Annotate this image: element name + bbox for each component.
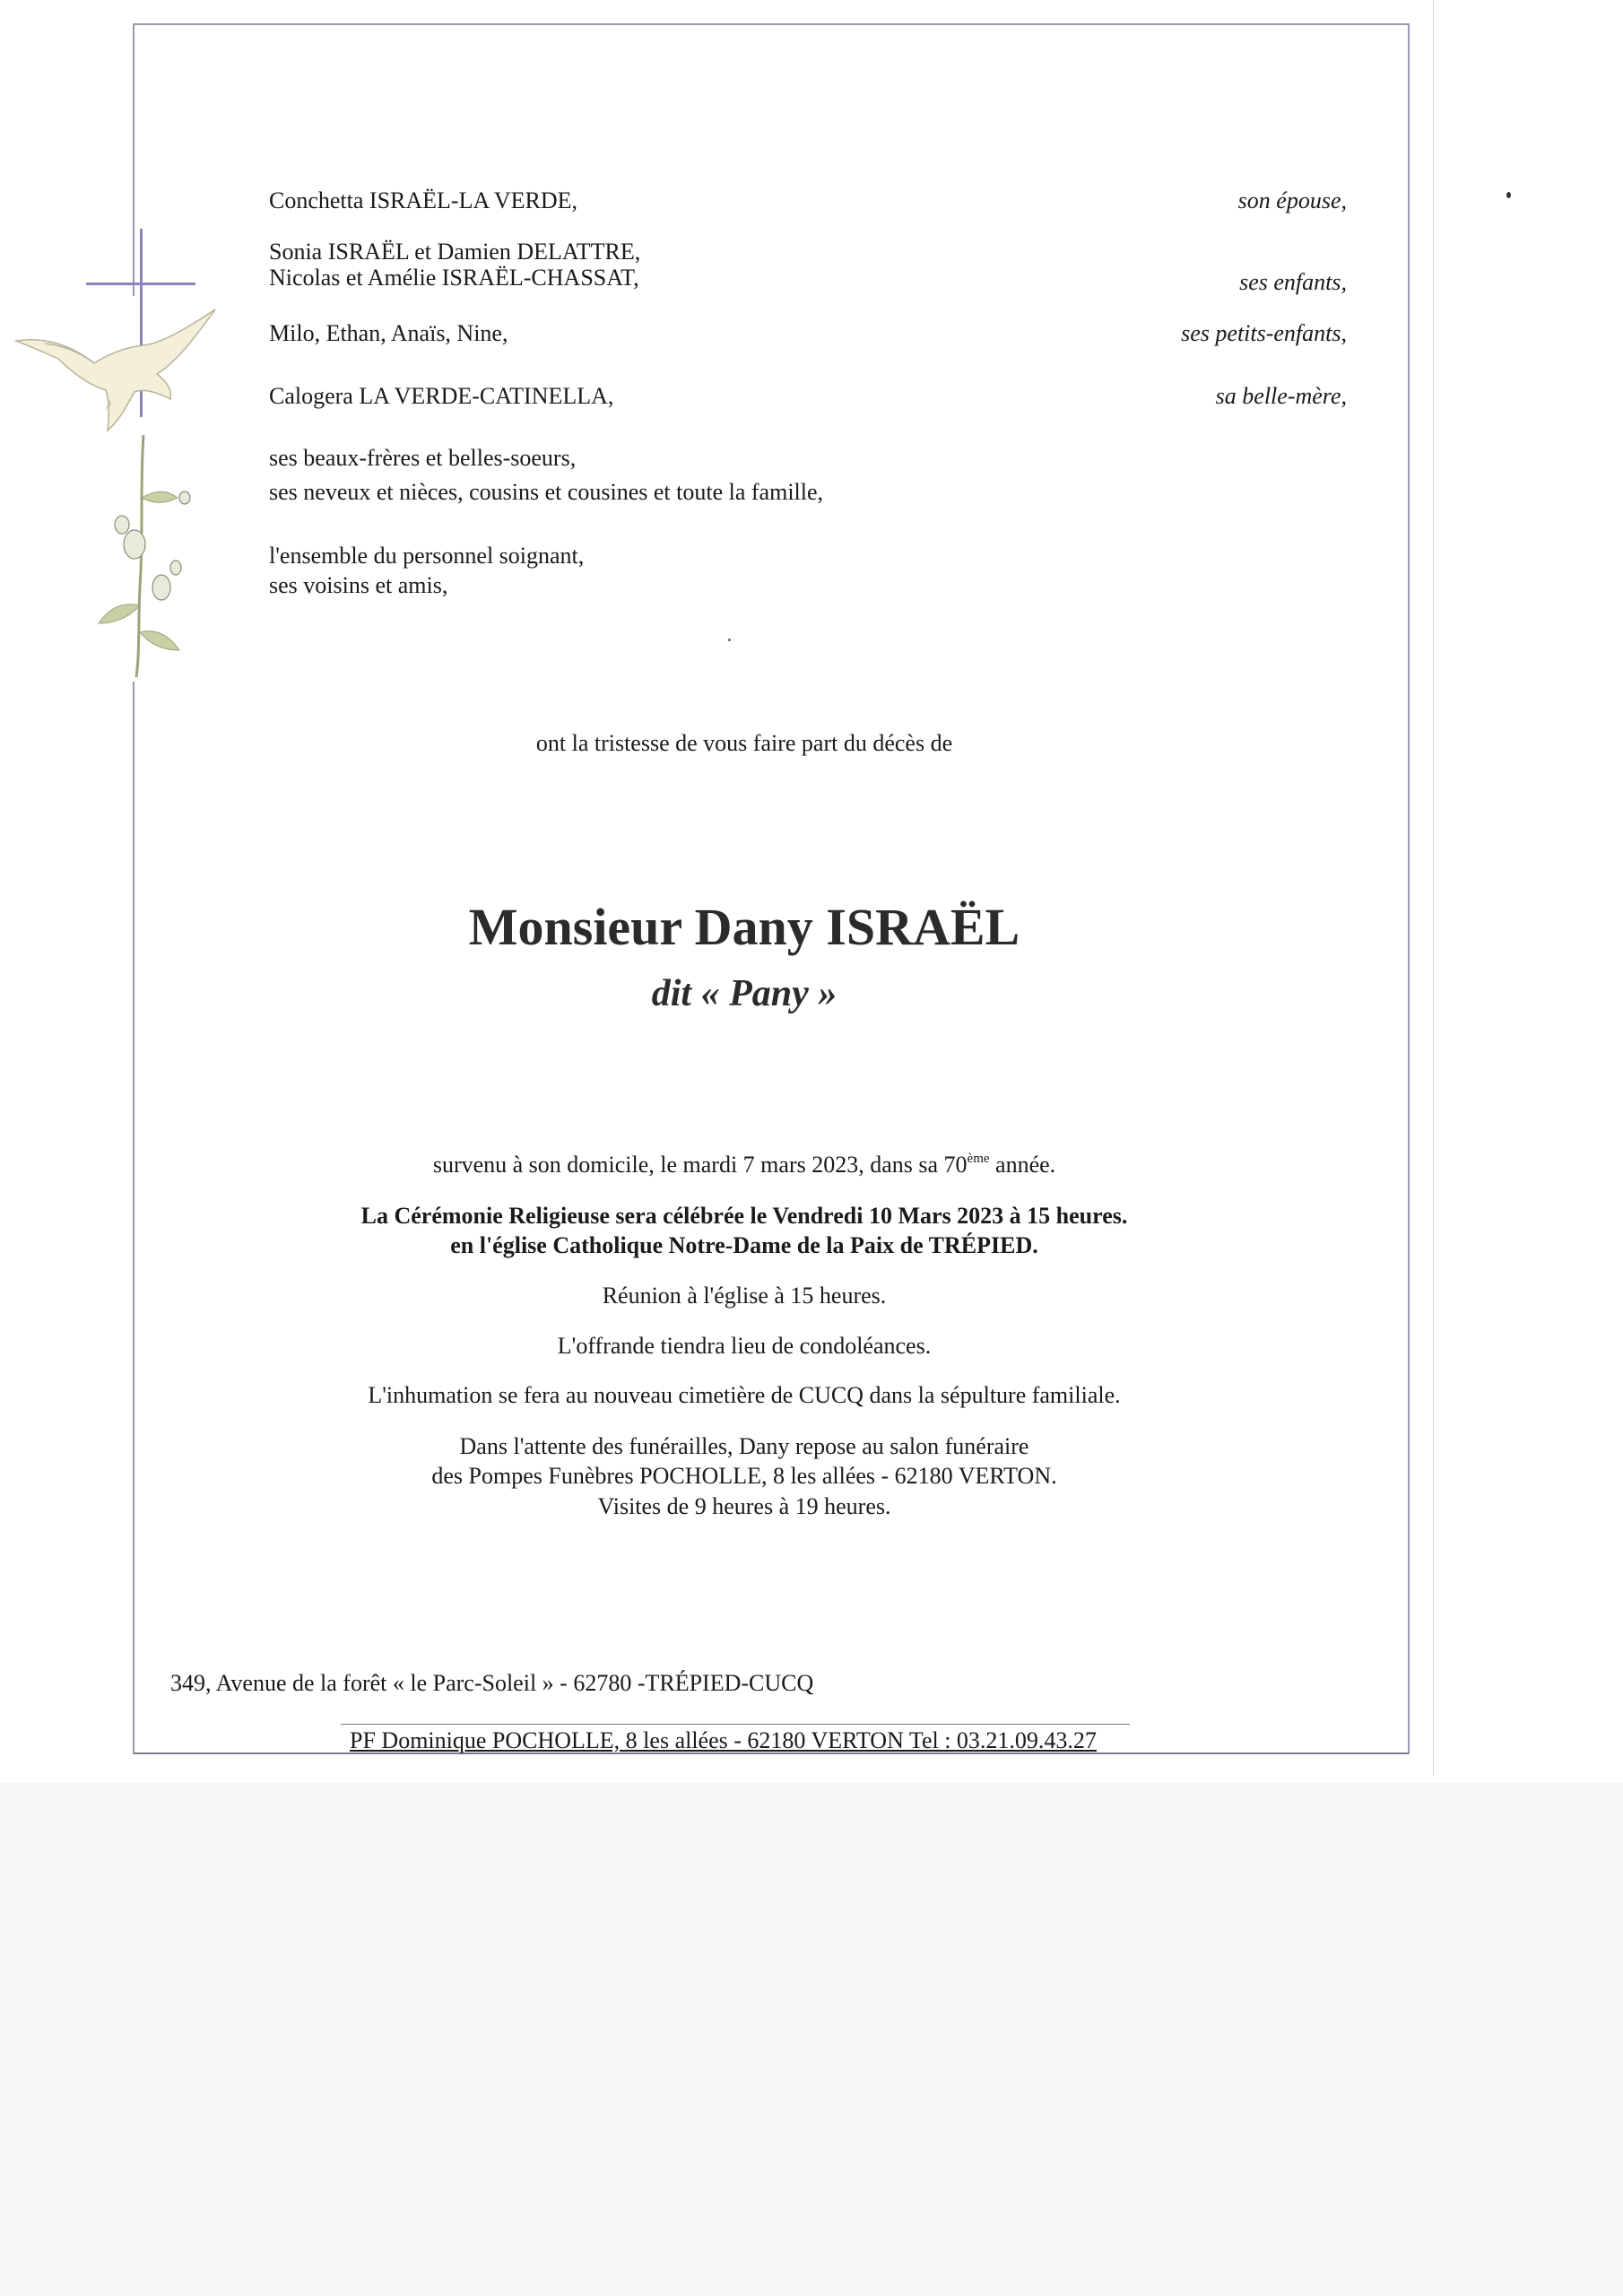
scanner-background	[0, 1783, 1623, 2296]
grandchildren-names: Milo, Ethan, Anaïs, Nine,	[269, 320, 508, 346]
meeting-info: Réunion à l'église à 15 heures.	[602, 1283, 887, 1309]
spouse-role: son épouse,	[1237, 187, 1347, 213]
deceased-name: Monsieur Dany ISRAËL	[468, 898, 1020, 956]
relatives-line-2: ses neveux et nièces, cousins et cousines et toute la famille,	[269, 479, 824, 505]
family-address: 349, Avenue de la forêt « le Parc-Soleil » - 62780 -TRÉPIED-CUCQ	[170, 1670, 814, 1696]
scan-speck	[728, 639, 731, 641]
burial-info: L'inhumation se fera au nouveau cimetière de CUCQ dans la sépulture familiale.	[368, 1382, 1121, 1408]
visits-info: Visites de 9 heures à 19 heures.	[597, 1493, 891, 1519]
spouse-names: Conchetta ISRAËL-LA VERDE,	[269, 187, 577, 213]
relatives-line-1: ses beaux-frères et belles-soeurs,	[269, 445, 577, 471]
children-role: ses enfants,	[1239, 269, 1347, 295]
ceremony-line-1: La Cérémonie Religieuse sera célébrée le Vendredi 10 Mars 2023 à 15 heures.	[360, 1203, 1128, 1229]
ceremony-line-2: en l'église Catholique Notre-Dame de la Paix de TRÉPIED.	[450, 1232, 1038, 1258]
announcement: ont la tristesse de vous faire part du décès de	[535, 730, 953, 756]
death-ordinal-suffix: ème	[967, 1152, 990, 1166]
death-details	[296, 1152, 1193, 1178]
death-text-end: année.	[989, 1152, 1056, 1178]
others-line-1: l'ensemble du personnel soignant,	[269, 543, 585, 569]
death-text: survenu à son domicile, le mardi 7 mars 2023, dans sa 70	[432, 1152, 968, 1178]
others-line-2: ses voisins et amis,	[269, 572, 448, 598]
scan-speck	[1506, 192, 1511, 198]
funeral-home-footer: PF Dominique POCHOLLE, 8 les allées - 62180 VERTON Tel : 03.21.09.43.27	[350, 1727, 1097, 1753]
children-line-2: Nicolas et Amélie ISRAËL-CHASSAT,	[269, 265, 639, 291]
mother-in-law-name: Calogera LA VERDE-CATINELLA,	[269, 383, 614, 409]
grandchildren-role: ses petits-enfants,	[1181, 320, 1347, 346]
cross-dove-lily-icon	[9, 229, 242, 695]
deceased-alias: dit « Pany »	[651, 973, 838, 1014]
mother-in-law-role: sa belle-mère,	[1215, 383, 1347, 409]
rest-line-1: Dans l'attente des funérailles, Dany repose au salon funéraire	[459, 1433, 1029, 1459]
rest-line-2: des Pompes Funèbres POCHOLLE, 8 les allées - 62180 VERTON.	[431, 1463, 1057, 1489]
offering-info: L'offrande tiendra lieu de condoléances.	[557, 1333, 932, 1359]
footer-divider	[341, 1724, 1130, 1725]
children-line-1: Sonia ISRAËL et Damien DELATTRE,	[269, 239, 641, 265]
page-edge	[1433, 0, 1434, 1776]
